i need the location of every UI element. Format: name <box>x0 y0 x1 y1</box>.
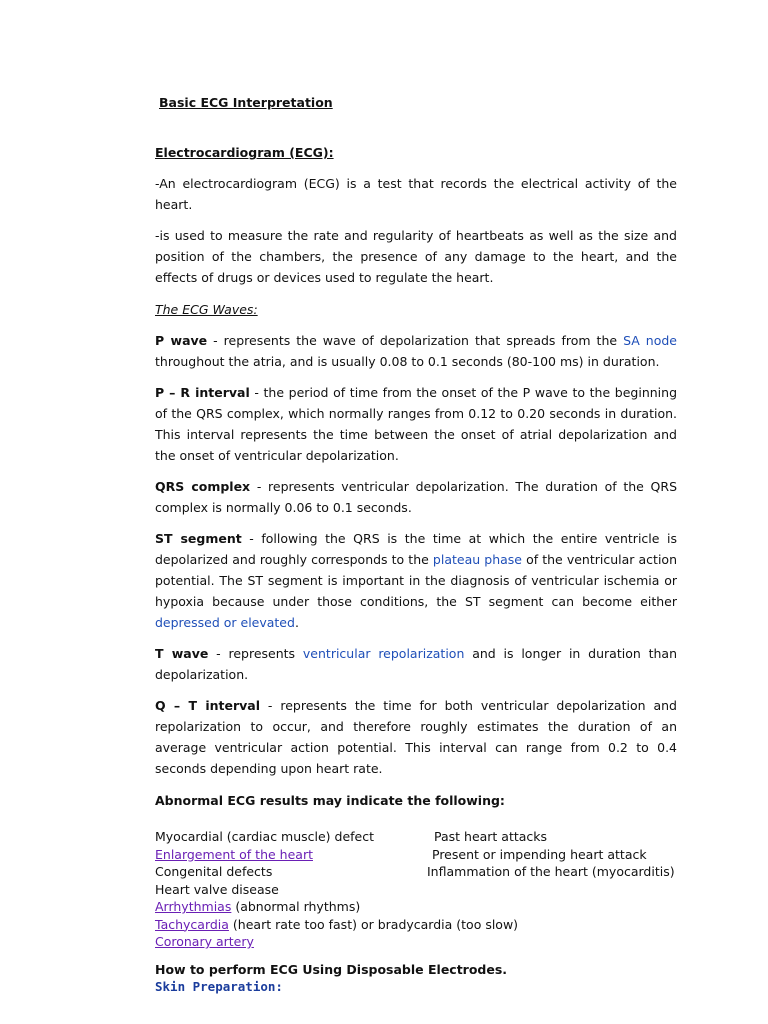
document-page <box>155 92 677 996</box>
depressed-elevated-link[interactable]: depressed or elevated <box>155 615 295 630</box>
abnormal-item-impending-attack: Present or impending heart attack <box>432 846 647 862</box>
abnormal-item-myocardial: Myocardial (cardiac muscle) defect <box>155 829 375 844</box>
sa-node-link[interactable]: SA node <box>623 333 677 348</box>
intro-paragraph-2: -is used to measure the rate and regularity of heartbeats as well as the size and position of the chambers, the presence of any damage to the heart, and the effects of drugs or devices used to regulate the heart. <box>155 228 677 285</box>
document-title: Basic ECG Interpretation <box>159 95 333 110</box>
arrhythmias-link[interactable]: Arrhythmias <box>155 899 232 914</box>
st-segment-term: ST segment <box>155 531 242 546</box>
list-item <box>155 863 677 881</box>
p-wave-term: P wave <box>155 333 208 348</box>
qt-interval-text: - represents the time for both ventricular depolarization and repolarization to occur, and therefore roughly estimates the duration of an average ventricular action potential. This interval can range from 0.2 to 0.4 seconds depending upon heart rate. <box>155 698 677 776</box>
abnormal-item-valve: Heart valve disease <box>155 881 279 897</box>
p-wave-text: - represents the wave of depolarization that spreads from the <box>207 333 624 348</box>
how-to-heading: How to perform ECG Using Disposable Electrodes. <box>155 961 508 977</box>
pr-interval-text: - the period of time from the onset of the P wave to the beginning of the QRS complex, which normally ranges from 0.12 to 0.20 seconds in duration. This interval represents the time between the onset of atrial depolarization and the onset of ventricular depolarization. <box>155 385 677 463</box>
st-segment-paragraph <box>155 528 677 633</box>
t-wave-text-end: and is longer in duration than depolarization. <box>155 646 677 682</box>
intro-paragraph-1: -An electrocardiogram (ECG) is a test that records the electrical activity of the heart. <box>155 176 677 212</box>
pr-interval-paragraph <box>155 382 677 466</box>
abnormal-item-congenital: Congenital defects <box>155 864 273 879</box>
waves-heading: The ECG Waves: <box>155 302 258 317</box>
list-item <box>155 828 677 846</box>
qrs-paragraph <box>155 476 677 518</box>
ventricular-repolarization-link[interactable]: ventricular repolarization <box>302 646 465 661</box>
abnormal-heading: Abnormal ECG results may indicate the following: <box>155 793 505 808</box>
t-wave-paragraph <box>155 643 677 685</box>
abnormal-results-list <box>155 828 677 951</box>
qrs-term: QRS complex <box>155 479 251 494</box>
coronary-artery-link[interactable]: Coronary artery <box>155 934 254 949</box>
abnormal-item-past-attacks: Past heart attacks <box>434 829 548 844</box>
qt-interval-paragraph <box>155 695 677 779</box>
st-text-1: - following the QRS is the time at which the entire ventricle is depolarized and roughly corresponds to the <box>155 531 677 567</box>
t-wave-text: - represents <box>208 646 303 661</box>
list-item <box>155 898 677 916</box>
list-item <box>155 881 677 899</box>
arrhythmias-text: (abnormal rhythms) <box>231 899 361 914</box>
tachycardia-link[interactable]: Tachycardia <box>155 916 229 932</box>
p-wave-paragraph <box>155 330 677 372</box>
qt-interval-term: Q – T interval <box>155 698 260 713</box>
pr-interval-term: P – R interval <box>155 385 250 400</box>
plateau-phase-link[interactable]: plateau phase <box>432 552 522 567</box>
skin-preparation-heading: Skin Preparation: <box>155 978 283 994</box>
enlargement-link[interactable]: Enlargement of the heart <box>155 846 313 862</box>
st-text-3: . <box>294 615 299 630</box>
list-item <box>155 933 677 951</box>
t-wave-term: T wave <box>155 646 209 661</box>
abnormal-item-inflammation: Inflammation of the heart (myocarditis) <box>427 864 675 879</box>
qrs-text: - represents ventricular depolarization. The duration of the QRS complex is normally 0.06 to 0.1 seconds. <box>155 479 677 515</box>
p-wave-text-end: throughout the atria, and is usually 0.08 to 0.1 seconds (80-100 ms) in duration. <box>155 354 660 369</box>
list-item <box>155 846 677 864</box>
st-text-2: of the ventricular action potential. The ST segment is important in the diagnosis of ventricular ischemia or hypoxia because under those conditions, the ST segment can become either <box>155 552 677 609</box>
list-item <box>155 916 677 934</box>
ecg-heading: Electrocardiogram (ECG): <box>155 145 334 160</box>
tachycardia-text: (heart rate too fast) or bradycardia (too slow) <box>228 916 519 932</box>
